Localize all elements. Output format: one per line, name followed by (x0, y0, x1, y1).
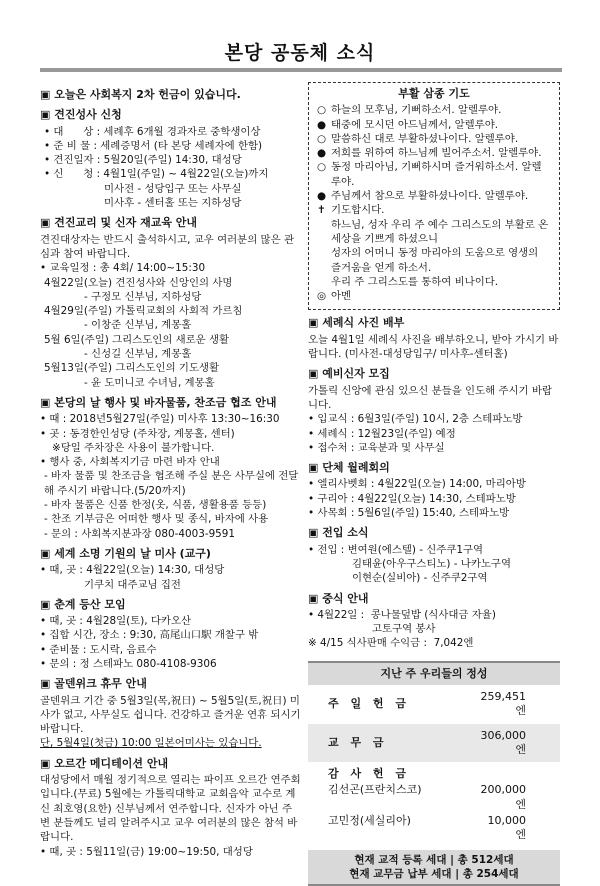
donor-amount: 10,000엔 (487, 814, 526, 842)
golden-week-heading: ▣ 골덴위크 휴무 안내 (40, 677, 147, 691)
organ-when: • 때, 곳 : 5월11일(금) 19:00~19:50, 대성당 (40, 845, 253, 858)
parish-day-when: • 때 : 2018년5월27일(주일) 미사후 13:30~16:30 (40, 413, 280, 426)
prayer-line (317, 289, 551, 303)
catechumen-section (308, 367, 560, 455)
prayer-title: 부활 삼종 기도 (398, 87, 470, 100)
meal-heading: ▣ 중식 안내 (308, 591, 369, 605)
prayer-text: 말씀하신 대로 부활하셨나이다. 알렐루야. (331, 132, 519, 145)
prayer-line (317, 275, 551, 289)
prayer-box (308, 82, 560, 310)
hiking-when: • 때, 곳 : 4월28일(토), 다카오산 (40, 615, 192, 628)
confirmation-apply-after: 미사후 - 센터홀 또는 지하성당 (104, 197, 242, 210)
notice-heading: ▣ 오늘은 사회복지 2차 헌금이 있습니다. (40, 88, 241, 101)
prayer-text: 태중에 모시던 아드님께서, 알렐루야. (331, 118, 499, 131)
prayer-line (317, 189, 551, 203)
thanks-offering-label: 감 사 헌 금 (328, 767, 410, 781)
title-divider (40, 68, 562, 72)
sunday-offering-row (308, 685, 560, 724)
parish-day-detail: - 바자 물품은 신품 한정(옷, 식품, 생활용품 등등) (44, 499, 267, 512)
prayer-marker (317, 246, 331, 275)
prayer-text: 우리 주 그리스도를 통하여 비나이다. (331, 275, 499, 288)
group-meetings-section (308, 461, 560, 520)
organ-heading: ▣ 오르간 메디테이션 안내 (40, 756, 169, 770)
hiking-bring: • 준비물 : 도시락, 음료수 (40, 643, 157, 656)
catechism-speaker: - 윤 도미니코 수녀님, 계몽홀 (84, 376, 215, 389)
confirmation-heading: ▣ 견진성사 신청 (40, 108, 122, 122)
prayer-marker: ○ (317, 161, 327, 174)
golden-week-section (40, 677, 302, 750)
group-meetings-heading: ▣ 단체 월례회의 (308, 461, 390, 475)
prayer-marker: ○ (317, 104, 327, 117)
dues-label: 교 무 금 (328, 735, 388, 749)
mission-mass-celebrant: 기쿠치 대주교님 집전 (84, 578, 181, 591)
prayer-text: 하늘의 모후님, 기뻐하소서. 알렐루야. (331, 104, 502, 117)
confirmation-apply: • 신 청 : 4월1일(주일) ~ 4월22일(오늘)까지 (44, 168, 269, 181)
catechism-speaker: - 이창준 신부님, 계몽홀 (84, 319, 192, 332)
group-meeting-item: • 사목회 : 5월6일(주일) 15:40, 스테파노방 (308, 507, 510, 520)
prayer-text: 기도합시다. (331, 204, 385, 217)
prayer-marker: ◎ (317, 290, 327, 303)
prayer-line (317, 118, 551, 132)
mission-mass-section (40, 547, 302, 592)
meal-server: 고토구역 봉사 (372, 623, 436, 636)
catechism-section (40, 216, 302, 390)
prayer-marker: ○ (317, 132, 327, 145)
hiking-meet: • 집합 시간, 장소 : 9:30, 高尾山口駅 개찰구 밖 (40, 629, 259, 642)
right-column (308, 82, 560, 886)
confirmation-date: • 견진일자 : 5월20일(주일) 14:30, 대성당 (44, 154, 242, 167)
catechism-speaker: - 구정모 신부님, 지하성당 (84, 290, 202, 303)
offering-stats-heading: 지난 주 우리들의 정성 (308, 661, 560, 685)
catechism-speaker: - 신성길 신부님, 계몽홀 (84, 348, 192, 361)
cross-icon: ✝ (317, 204, 326, 217)
prayer-line (317, 246, 551, 275)
parish-day-parking-note: ※당일 주차장은 사용이 불가합니다. (52, 441, 215, 454)
prayer-line (317, 103, 551, 117)
prayer-marker (317, 218, 331, 247)
group-meeting-item: • 엘리사벳회 : 4월22일(오늘) 14:00, 마리아방 (308, 478, 526, 491)
prayer-text: 주님께서 참으로 부활하셨나이다. 알렐루야. (331, 190, 529, 203)
donor-amount: 200,000엔 (480, 783, 526, 811)
baptism-photo-section (308, 316, 560, 361)
prayer-line (317, 132, 551, 146)
dues-value: 306,000엔 (480, 728, 526, 756)
catechumen-desk: • 접수처 : 교육분과 및 사무실 (308, 441, 445, 454)
parish-day-detail: - 바자 물품 및 찬조금을 협조해 주실 분은 사무실에 전달해 주시기 바랍니다.(5/20까지) (44, 470, 299, 497)
mission-mass-when: • 때, 곳 : 4월22일(오늘) 14:30, 대성당 (40, 564, 225, 577)
catechumen-intro: 가톨릭 신앙에 관심 있으신 분들을 인도해 주시기 바랍니다. (308, 384, 552, 411)
confirmation-section (40, 108, 302, 210)
prayer-text: 동정 마리아님, 기뻐하시며 즐거워하소서. 알렐루야. (331, 161, 542, 188)
page-title: 본당 공동체 소식 (224, 42, 376, 64)
prayer-line (317, 218, 551, 247)
parish-day-bazaar: • 행사 중, 사회복지기금 마련 바자 안내 (40, 456, 220, 469)
hiking-section (40, 598, 302, 671)
prayer-line (317, 146, 551, 160)
thanks-offering-item (308, 813, 560, 844)
golden-week-text: 골덴위크 기간 중 5월3일(목,祝日) ~ 5월5일(토,祝日) 미사가 없고, 사무실도 쉽니다. 건강하고 즐거운 연휴 되시기 바랍니다. (40, 694, 304, 736)
transfer-heading: ▣ 전입 소식 (308, 526, 369, 540)
hiking-heading: ▣ 춘계 등산 모임 (40, 597, 126, 611)
registered-households: 현재 교적 등록 세대 | 총 512세대 (354, 853, 514, 866)
catechism-item: 4월29일(주일) 가톨릭교회의 사회적 가르침 (44, 305, 243, 318)
paying-households: 현재 교무금 납부 세대 | 총 254세대 (349, 867, 519, 880)
meal-section (308, 592, 560, 651)
notice-section (40, 88, 302, 102)
catechumen-baptism: • 세례식 : 12월23일(주일) 예정 (308, 427, 456, 440)
sunday-offering-label: 주 일 헌 금 (328, 697, 410, 711)
parish-day-where: • 곳 : 동경한인성당 (주차장, 계몽홀, 센터) (40, 427, 235, 440)
catechism-item: 4월22일(오늘) 견진성사와 신앙인의 사명 (44, 276, 233, 289)
prayer-marker (317, 275, 331, 289)
prayer-text: 성자의 어머니 동정 마리아의 도움으로 영생의 즐거움을 얻게 하소서. (331, 247, 542, 274)
parish-day-detail: - 찬조 기부금은 어떠한 행사 및 종식, 바자에 사용 (44, 513, 269, 526)
thanks-offering-row (308, 762, 560, 782)
baptism-photo-heading: ▣ 세례식 사진 배부 (308, 316, 405, 330)
left-column (40, 82, 302, 859)
organ-text: 대성당에서 매월 정기적으로 열리는 파이프 오르간 연주회입니다.(무료) 5월에는 가톨릭대학교 교회음악 교수로 계신 최호영(요한) 신부님께서 연주합니다. 신자가 아닌 주변 분들께도 널리 알려주시고 교우 여러분의 많은 참석 바랍니다. (40, 774, 301, 844)
household-summary (308, 850, 560, 886)
catechism-intro: 견진대상자는 반드시 출석하시고, 교우 여러분의 많은 관심과 참여 바랍니다. (40, 233, 294, 260)
transfer-item: • 전입 : 변여원(에스텔) - 신주쿠1구역 (308, 543, 484, 556)
confirmation-apply-before: 미사전 - 성당입구 또는 사무실 (104, 182, 242, 195)
donor-name: 고민정(세실리아) (328, 814, 411, 828)
parish-day-heading: ▣ 본당의 날 행사 및 바자물품, 찬조금 협조 안내 (40, 395, 277, 409)
offering-stats (308, 661, 560, 886)
catechism-schedule: • 교육일정 : 총 4회/ 14:00~15:30 (40, 262, 206, 275)
prayer-text: 저희를 위하여 하느님께 빌어주소서. 알렐루야. (331, 147, 542, 160)
catechumen-heading: ▣ 예비신자 모집 (308, 367, 390, 381)
meal-menu: • 4월22일 : 콩나물덮밥 (식사대금 자율) (308, 608, 496, 621)
prayer-marker: ● (317, 118, 327, 131)
parish-day-section (40, 396, 302, 541)
catechism-item: 5월13일(주일) 그리스도인의 기도생활 (44, 362, 220, 375)
prayer-marker: ● (317, 190, 327, 203)
confirmation-target: • 대 상 : 세례후 6개월 경과자로 중학생이상 (44, 125, 261, 138)
catechism-heading: ▣ 견진교리 및 신자 재교육 안내 (40, 216, 198, 230)
prayer-line (317, 203, 551, 217)
baptism-photo-text: 오늘 4월1일 세례식 사진을 배부하오니, 받아 가시기 바랍니다. (미사전-대성당입구/ 미사후-센터홀) (308, 333, 559, 361)
sunday-offering-value: 259,451엔 (480, 689, 526, 718)
donor-name: 김선곤(프란치스코) (328, 783, 422, 797)
prayer-text: 하느님, 성자 우리 주 예수 그리스도의 부활로 온 세상을 기쁘게 하셨으니 (331, 218, 552, 245)
dues-row (308, 724, 560, 763)
catechumen-entry: • 입교식 : 6월3일(주일) 10시, 2층 스테파노방 (308, 413, 523, 426)
organ-section (40, 757, 302, 859)
golden-week-exception: 단, 5월4일(첫금) 10:00 일본어미사는 있습니다. (40, 737, 262, 750)
group-meeting-item: • 구리아 : 4월22일(오늘) 14:30, 스테파노방 (308, 492, 516, 505)
prayer-line (317, 160, 551, 189)
confirmation-docs: • 준 비 물 : 세례증명서 (타 본당 세례자에 한함) (44, 139, 263, 152)
parish-day-contact: - 문의 : 사회복지분과장 080-4003-9591 (44, 527, 236, 540)
prayer-text: 아멘 (331, 290, 352, 303)
thanks-offering-item (308, 782, 560, 813)
transfer-item: 이현순(실비아) - 신주쿠2구역 (352, 572, 488, 585)
meal-revenue: ※ 4/15 식사판매 수익금 : 7,042엔 (308, 637, 474, 650)
transfer-item: 김태윤(아우구스티노) - 나카노구역 (352, 557, 511, 570)
transfer-section (308, 526, 560, 585)
prayer-marker: ● (317, 147, 327, 160)
mission-mass-heading: ▣ 세계 소명 기원의 날 미사 (교구) (40, 546, 211, 560)
catechism-item: 5월 6일(주일) 그리스도인의 새로운 생활 (44, 333, 230, 346)
hiking-contact: • 문의 : 정 스테파노 080-4108-9306 (40, 657, 217, 670)
